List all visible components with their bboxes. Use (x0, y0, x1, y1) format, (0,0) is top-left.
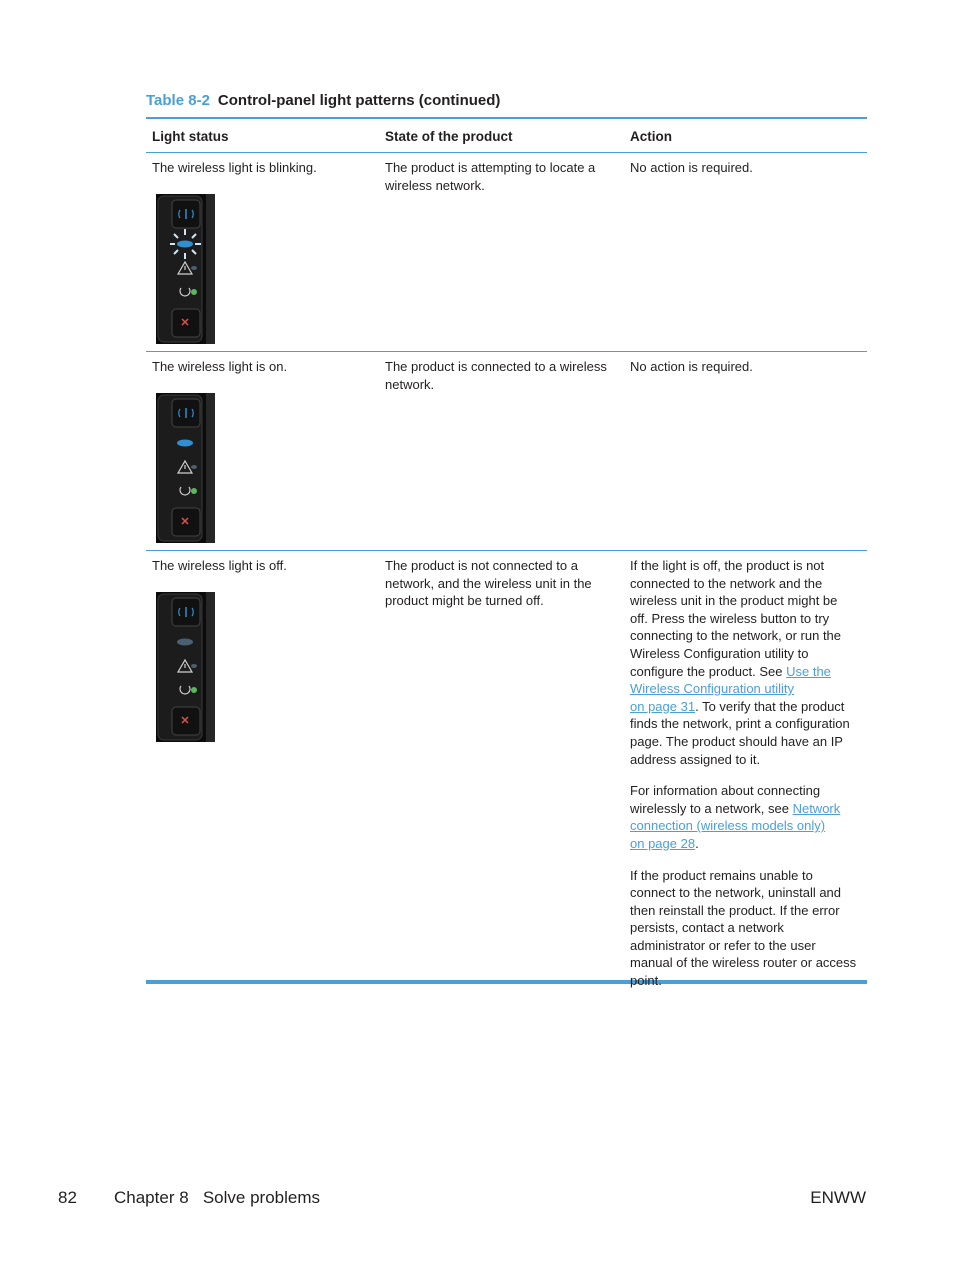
light-patterns-table (146, 117, 867, 989)
attention-light (191, 266, 197, 270)
table-title: Control-panel light patterns (continued) (217, 92, 501, 109)
table-row (146, 551, 867, 989)
action-text: No action is required. (630, 359, 753, 374)
header-action: Action (630, 129, 672, 144)
table-caption (146, 92, 500, 109)
light-status-text: The wireless light is on. (152, 359, 288, 374)
product-state-text: The product is not connected to a network, and the wireless unit in the product might be turned off. (385, 558, 592, 609)
attention-light (191, 664, 197, 668)
control-panel-svg (156, 592, 215, 742)
light-status-text: The wireless light is off. (152, 558, 287, 573)
action-paragraph: If the product remains unable to connect to the network, uninstall and then reinstall the product. If the error persists, contact a network administrator or refer to the user manual of the wireless router or access point. (630, 867, 857, 989)
wireless-config-utility-link[interactable]: Use the Wireless Configuration utility (630, 663, 831, 697)
product-state-text: The product is connected to a wireless network. (385, 359, 607, 392)
control-panel-svg (156, 194, 215, 344)
network-connection-link[interactable]: Network connection (wireless models only) (630, 800, 841, 834)
action-cell (630, 557, 858, 1004)
ready-light (191, 687, 197, 693)
action-text: . To verify that the product finds the network, print a configuration page. The product should have an IP address assigned to it. (630, 698, 850, 767)
action-text: No action is required. (630, 160, 753, 175)
light-status-text: The wireless light is blinking. (152, 160, 317, 175)
ready-light (191, 289, 197, 295)
table-number: Table 8-2 (146, 92, 210, 109)
product-state-text: The product is attempting to locate a wireless network. (385, 160, 596, 193)
panel-edge (206, 592, 215, 742)
page-number: 82 (58, 1188, 77, 1207)
wireless-status-light (177, 440, 193, 447)
chapter-title: Chapter 8 Solve problems (114, 1188, 320, 1207)
ready-light (191, 488, 197, 494)
table-row (146, 352, 867, 550)
action-text: If the light is off, the product is not connected to the network and the wireless unit in the product might be off. Press the wireless button to try connecting to the network, or run the Wireless Configuration utility to configure the product. See (630, 558, 842, 679)
page-31-link[interactable]: on page 31 (630, 698, 696, 714)
table-header-row (146, 119, 867, 152)
table-row (146, 153, 867, 351)
control-panel-image (156, 194, 215, 344)
page-28-link[interactable]: on page 28 (630, 835, 696, 851)
header-product-state: State of the product (385, 129, 513, 144)
action-text: For information about connecting wirelessly to a network, see (630, 783, 821, 816)
panel-edge (206, 194, 215, 344)
action-text: . (695, 835, 699, 851)
action-paragraph (630, 782, 858, 852)
panel-edge (206, 393, 215, 543)
header-light-status: Light status (152, 129, 229, 144)
control-panel-svg (156, 393, 215, 543)
action-paragraph (630, 557, 858, 768)
control-panel-image (156, 592, 215, 742)
control-panel-image (156, 393, 215, 543)
wireless-status-light (177, 639, 193, 646)
wireless-status-light (177, 241, 193, 248)
edition-label: ENWW (810, 1188, 866, 1207)
attention-light (191, 465, 197, 469)
